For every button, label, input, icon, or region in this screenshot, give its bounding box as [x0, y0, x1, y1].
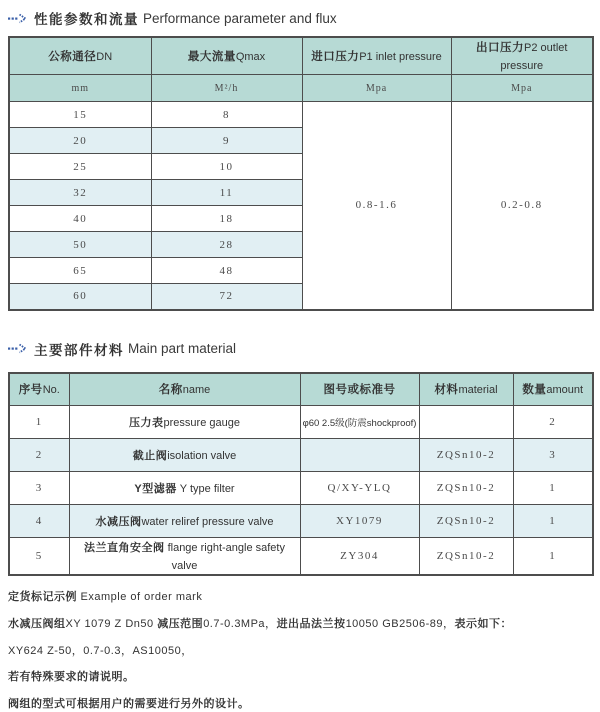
- cell-dn: 20: [9, 128, 151, 154]
- cell-amount: 1: [513, 505, 593, 538]
- cell-no: 2: [9, 439, 69, 472]
- cell-qmax: 8: [151, 102, 302, 128]
- cell-dn: 25: [9, 154, 151, 180]
- t2-header-amount: 数量amount: [513, 373, 593, 406]
- t2-header-material: 材料material: [419, 373, 513, 406]
- cell-amount: 3: [513, 439, 593, 472]
- cell-qmax: 9: [151, 128, 302, 154]
- cell-qmax: 72: [151, 284, 302, 310]
- cell-name: 压力表pressure gauge: [69, 406, 300, 439]
- cell-material: ZQSn10-2: [419, 538, 513, 576]
- cell-name: Y型滤器 Y type filter: [69, 472, 300, 505]
- cell-qmax: 18: [151, 206, 302, 232]
- cell-material: ZQSn10-2: [419, 439, 513, 472]
- cell-dn: 15: [9, 102, 151, 128]
- t2-header-no: 序号No.: [9, 373, 69, 406]
- cell-drawing: Q/XY-YLQ: [300, 472, 419, 505]
- note-line: 阀组的型式可根据用户的需要进行另外的设计。: [8, 698, 250, 710]
- section1-title-zh: 性能参数和流量: [34, 12, 139, 27]
- note-line: 水减压阀组XY 1079 Z Dn50 减压范围0.7-0.3MPa，进出品法兰按10050 GB2506-89，表示如下：: [8, 617, 512, 630]
- t1-unit-inlet: Mpa: [302, 75, 451, 102]
- cell-inlet-pressure: 0.8-1.6: [302, 102, 451, 310]
- cell-no: 1: [9, 406, 69, 439]
- cell-qmax: 48: [151, 258, 302, 284]
- table-row: [9, 406, 593, 439]
- table-row: [9, 439, 593, 472]
- cell-name: 法兰直角安全阀 flange right-angle safety valve: [69, 538, 300, 576]
- dotted-arrow-icon: [8, 343, 28, 354]
- section1-title: [8, 8, 592, 28]
- cell-qmax: 11: [151, 180, 302, 206]
- cell-drawing: ZY304: [300, 538, 419, 576]
- table-row: [9, 505, 593, 538]
- note-line: 定货标记示例 Example of order mark: [8, 591, 203, 603]
- section2-title-zh: 主要部件材料: [34, 342, 124, 358]
- cell-dn: 60: [9, 284, 151, 310]
- t1-header-inlet: 进口压力P1 inlet pressure: [302, 37, 451, 75]
- table-row: [9, 538, 593, 576]
- cell-qmax: 28: [151, 232, 302, 258]
- section2-title-en: Main part material: [128, 341, 237, 356]
- cell-outlet-pressure: 0.2-0.8: [451, 102, 593, 310]
- cell-no: 3: [9, 472, 69, 505]
- cell-name: 截止阀isolation valve: [69, 439, 300, 472]
- order-mark-notes: [8, 591, 592, 712]
- section2-title: [8, 339, 592, 359]
- cell-material: ZQSn10-2: [419, 472, 513, 505]
- t2-header-name: 名称name: [69, 373, 300, 406]
- cell-dn: 32: [9, 180, 151, 206]
- note-line: XY624 Z-50，0.7-0.3，AS10050，: [8, 644, 193, 657]
- note-line: 若有特殊要求的请说明。: [8, 671, 135, 684]
- t2-header-drawing: 图号或标准号: [300, 373, 419, 406]
- table-row: [9, 102, 593, 128]
- cell-amount: 1: [513, 472, 593, 505]
- cell-drawing: φ60 2.5级(防震shockproof): [300, 406, 419, 439]
- t1-header-dn: 公称通径DN: [9, 37, 151, 75]
- cell-material: [419, 406, 513, 439]
- t1-unit-outlet: Mpa: [451, 75, 593, 102]
- cell-dn: 50: [9, 232, 151, 258]
- cell-material: ZQSn10-2: [419, 505, 513, 538]
- material-table: [8, 372, 594, 577]
- cell-qmax: 10: [151, 154, 302, 180]
- dotted-arrow-icon: [8, 13, 28, 24]
- t1-header-qmax: 最大流量Qmax: [151, 37, 302, 75]
- performance-table: [8, 36, 594, 311]
- t1-header-outlet: 出口压力P2 outlet pressure: [451, 37, 593, 75]
- t1-unit-dn: mm: [9, 75, 151, 102]
- table-row: [9, 472, 593, 505]
- cell-no: 5: [9, 538, 69, 576]
- cell-amount: 2: [513, 406, 593, 439]
- cell-dn: 65: [9, 258, 151, 284]
- cell-name: 水减压阀water reliref pressure valve: [69, 505, 300, 538]
- section1-title-en: Performance parameter and flux: [143, 10, 337, 26]
- cell-drawing: [300, 439, 419, 472]
- cell-drawing: XY1079: [300, 505, 419, 538]
- cell-amount: 1: [513, 538, 593, 576]
- cell-no: 4: [9, 505, 69, 538]
- t1-unit-qmax: M²/h: [151, 75, 302, 102]
- cell-dn: 40: [9, 206, 151, 232]
